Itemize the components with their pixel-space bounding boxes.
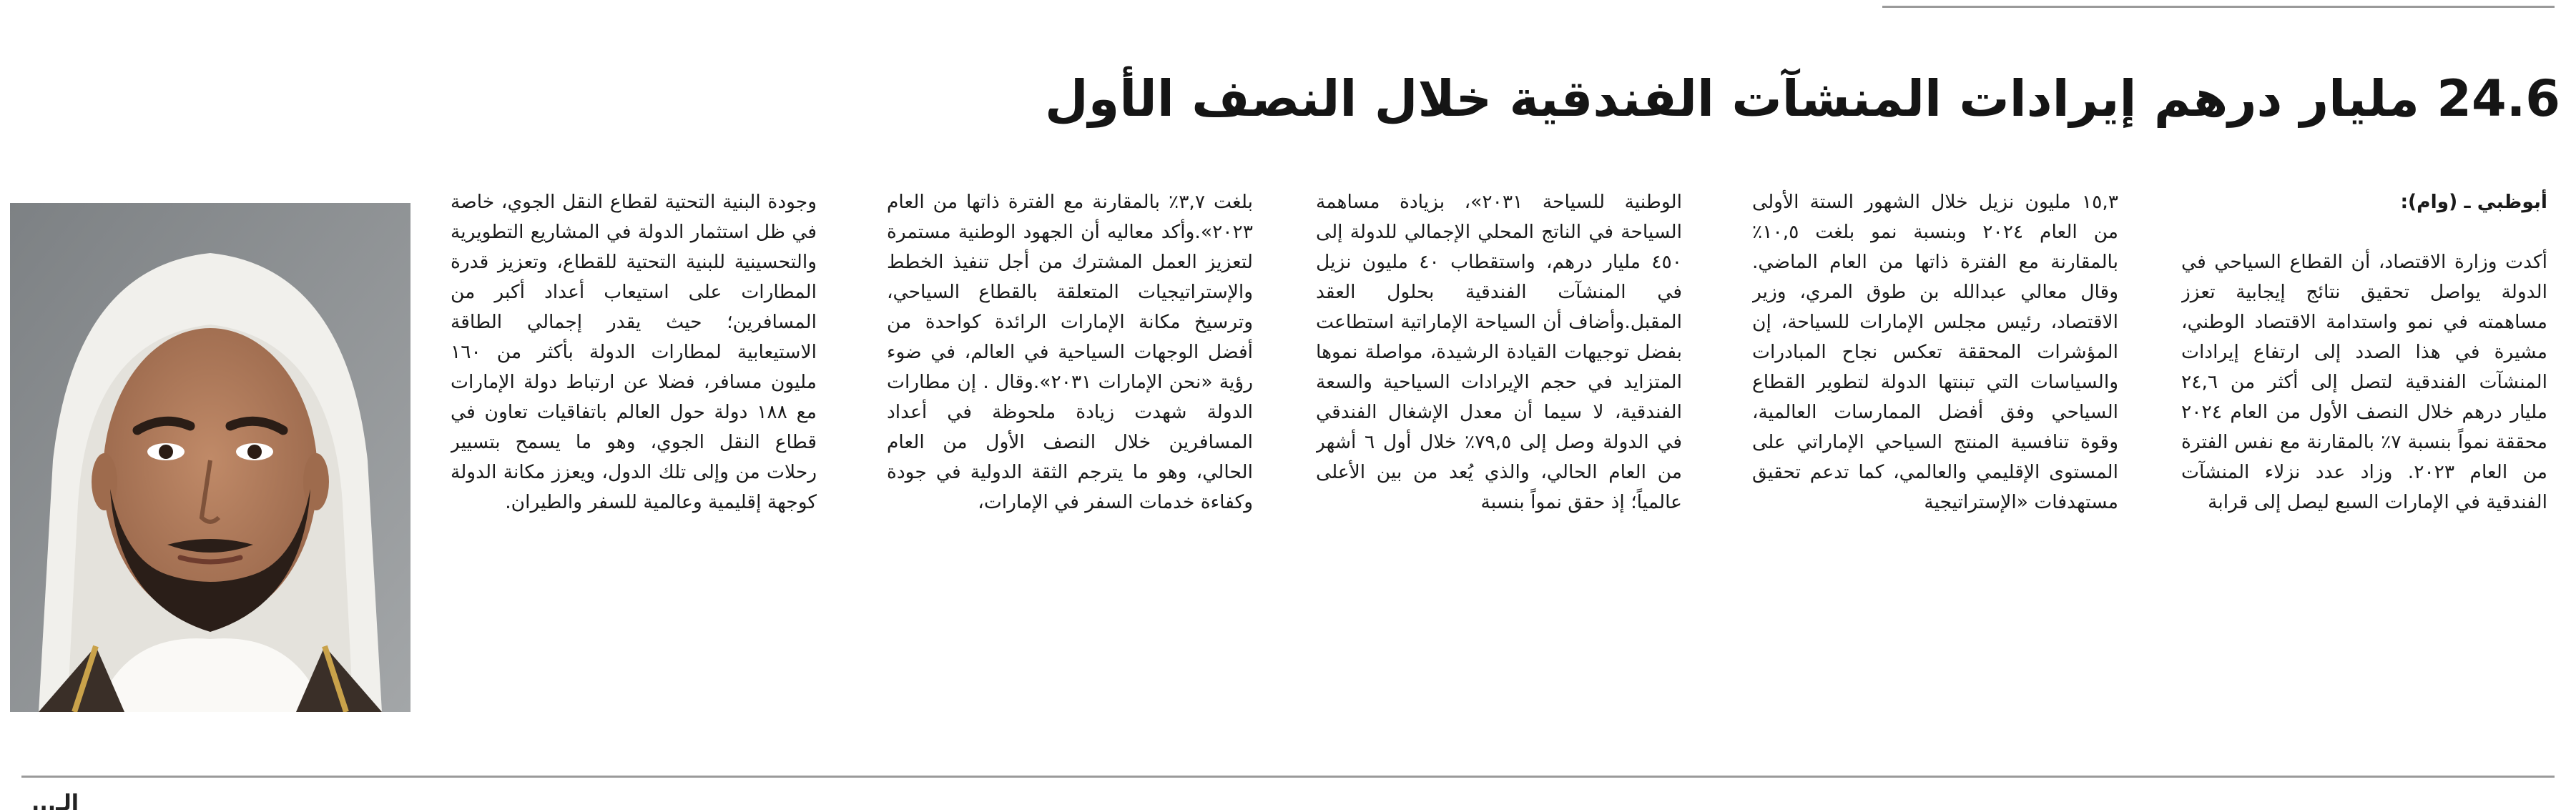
next-article-fragment: الـ... <box>31 791 79 812</box>
article-column-4 <box>887 187 1253 731</box>
article-column-1-text: أكدت وزارة الاقتصاد، أن القطاع السياحي في الدولة يواصل تحقيق نتائج إيجابية تعزز مساهمته في نمو واستدامة الاقتصاد الوطني، مشيرة في هذا الصدد إلى ارتفاع إيرادات المنشآت الفندقية لتصل إلى أكثر من ٢٤,٦ مليار درهم خلال النصف الأول من العام ٢٠٢٤ محققة نمواً بنسبة ٧٪ بالمقارنة مع نفس الفترة من العام ٢٠٢٣. وزاد عدد نزلاء المنشآت الفندقية في الإمارات السبع ليصل إلى قرابة <box>2181 251 2547 513</box>
article-headline: 24.6 مليار درهم إيرادات المنشآت الفندقية خلال النصف الأول <box>1045 69 2560 128</box>
bottom-rule <box>21 776 2555 778</box>
article-column-5-text: وجودة البنية التحتية لقطاع النقل الجوي، خاصة في ظل استثمار الدولة في المشاريع التطويرية والتحسينية للبنية التحتية للقطاع، وتعزيز قدرة المطارات على استيعاب أعداد أكبر من المسافرين؛ حيث يقدر إجمالي الطاقة الاستيعابية لمطارات الدولة بأكثر من ١٦٠ مليون مسافر، فضلا عن ارتباط دولة الإمارات مع ١٨٨ دولة حول العالم باتفاقيات تعاون في قطاع النقل الجوي، وهو ما يسمح بتسيير رحلات من وإلى تلك الدول، ويعزز مكانة الدولة كوجهة إقليمية وعالمية للسفر والطيران. <box>451 191 817 513</box>
article-column-3 <box>1316 187 1682 731</box>
portrait-illustration <box>10 203 411 712</box>
article-column-3-text: الوطنية للسياحة ٢٠٣١»، بزيادة مساهمة السياحة في الناتج المحلي الإجمالي للدولة إلى ٤٥٠ مليار درهم، واستقطاب ٤٠ مليون نزيل في المنشآت الفندقية بحلول العقد المقبل.وأضاف أن السياحة الإماراتية استطاعت بفضل توجيهات القيادة الرشيدة، مواصلة نموها المتزايد في حجم الإيرادات السياحية والسعة الفندقية، لا سيما أن معدل الإشغال الفندقي في الدولة وصل إلى ٧٩,٥٪ خلال أول ٦ أشهر من العام الحالي، والذي يُعد من بين الأعلى عالمياً؛ إذ حقق نمواً بنسبة <box>1316 191 1682 513</box>
article-dateline: أبوظبي ـ (وام): <box>2400 191 2547 213</box>
article-column-1 <box>2181 187 2547 731</box>
article-column-2-text: ١٥,٣ مليون نزيل خلال الشهور الستة الأولى من العام ٢٠٢٤ وبنسبة نمو بلغت ١٠,٥٪ بالمقارنة مع الفترة ذاتها من العام الماضي. وقال معالي عبدالله بن طوق المري، وزير الاقتصاد، رئيس مجلس الإمارات للسياحة، إن المؤشرات المحققة تعكس نجاح المبادرات والسياسات التي تبنتها الدولة لتطوير القطاع السياحي وفق أفضل الممارسات العالمية، وقوة تنافسية المنتج السياحي الإماراتي على المستوى الإقليمي والعالمي، كما تدعم تحقيق مستهدفات «الإستراتيجية <box>1752 191 2118 513</box>
article-column-2 <box>1752 187 2118 731</box>
article-column-5 <box>451 187 817 731</box>
article-column-4-text: بلغت ٣,٧٪ بالمقارنة مع الفترة ذاتها من العام ٢٠٢٣».وأكد معاليه أن الجهود الوطنية مستمرة لتعزيز العمل المشترك من أجل تنفيذ الخطط والإستراتيجيات المتعلقة بالقطاع السياحي، وترسيخ مكانة الإمارات الرائدة كواحدة من أفضل الوجهات السياحية في العالم، في ضوء رؤية «نحن الإمارات ٢٠٣١».وقال . إن مطارات الدولة شهدت زيادة ملحوظة في أعداد المسافرين خلال النصف الأول من العام الحالي، وهو ما يترجم الثقة الدولية في جودة وكفاءة خدمات السفر في الإمارات، <box>887 191 1253 513</box>
top-rule <box>1882 6 2555 8</box>
minister-portrait-photo <box>10 203 411 712</box>
